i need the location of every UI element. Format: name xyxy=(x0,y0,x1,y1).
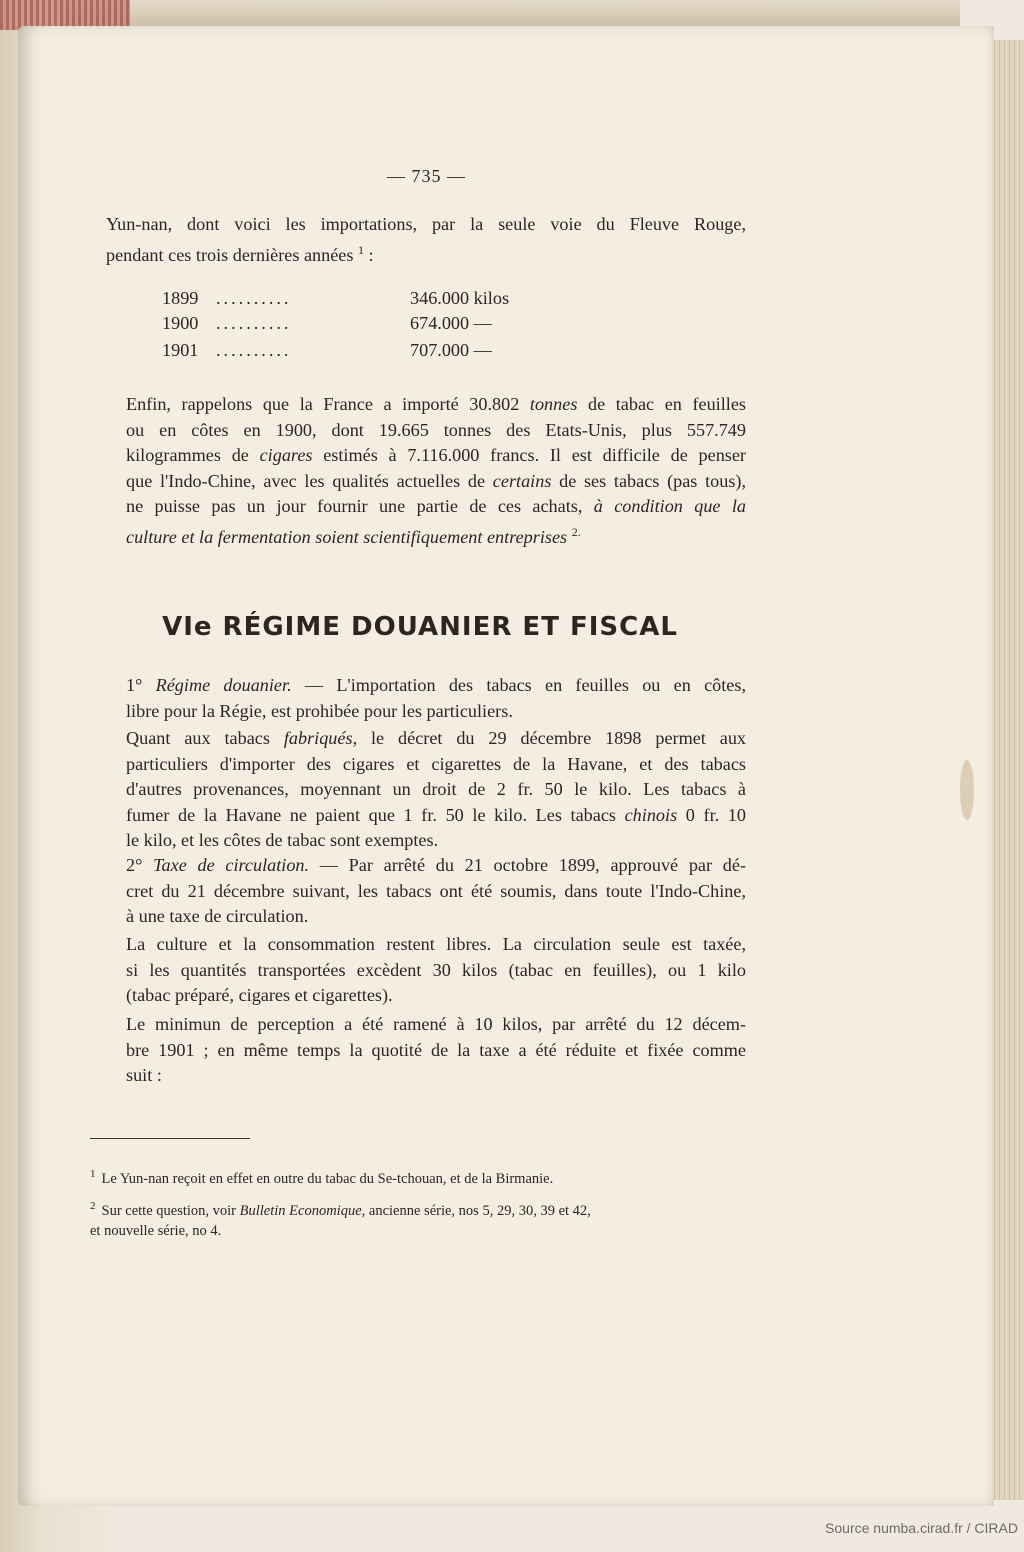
fabriques-line-5: le kilo, et les côtes de tabac sont exemptes. xyxy=(126,830,439,850)
minimum-line-2: bre 1901 ; en même temps la quotité de la taxe a été réduite et fixée comme xyxy=(126,1039,746,1060)
table-year: 1899 xyxy=(162,288,199,308)
intro-colon: : xyxy=(368,244,374,265)
footnote-2-line-1 xyxy=(90,1196,730,1221)
footnote-2-line-2: et nouvelle série, no 4. xyxy=(90,1222,222,1239)
culture-line-3: (tabac préparé, cigares et cigarettes). xyxy=(126,985,393,1005)
footnote-text: , ancienne série, nos 5, 29, 30, 39 et 42, xyxy=(361,1202,591,1219)
table-row xyxy=(162,313,562,337)
text-run: 2° xyxy=(126,855,154,875)
table-amount: 707.000 — xyxy=(410,340,492,360)
enfin-line-6 xyxy=(106,520,746,551)
footnote-ref-1: 1 xyxy=(358,242,364,257)
enfin-line-5 xyxy=(106,494,746,520)
text-run: que l'Indo-Chine, avec les qualités actuelles de xyxy=(126,470,493,491)
culture-paragraph xyxy=(106,932,746,1009)
footnote-mark: 1 xyxy=(90,1168,96,1180)
text-run: de tabac en feuilles xyxy=(577,394,746,414)
text-run: 0 fr. 10 xyxy=(677,804,746,825)
table-dots: .......... xyxy=(216,313,292,333)
taxe-line-2: cret du 21 décembre suivant, les tabacs ont été soumis, dans toute l'Indo-Chine, xyxy=(126,880,746,901)
minimum-line-1: Le minimun de perception a été ramené à 10 kilos, par arrêté du 12 décem- xyxy=(126,1014,746,1034)
text-run: Quant aux tabacs xyxy=(126,728,284,748)
italic-run: certains xyxy=(492,470,552,491)
text-run: — L'importation des tabacs en feuilles ou en côtes, xyxy=(291,675,746,695)
table-row xyxy=(162,340,562,364)
table-amount: 346.000 kilos xyxy=(410,288,510,308)
italic-run: culture et la fermentation soient scientifiquement entreprises xyxy=(126,526,568,547)
minimum-paragraph xyxy=(106,1012,746,1089)
taxe-circulation-paragraph xyxy=(106,853,746,930)
minimum-line-3: suit : xyxy=(126,1065,162,1085)
page-number: — 735 — xyxy=(387,166,466,186)
intro-paragraph xyxy=(106,212,746,268)
source-credit: Source numba.cirad.fr / CIRAD xyxy=(825,1520,1018,1536)
italic-run: cigares xyxy=(259,445,313,465)
regime-douanier-paragraph xyxy=(106,673,746,724)
intro-line-2-text: pendant ces trois dernières années xyxy=(106,244,354,265)
fabriques-line-2: particuliers d'importer des cigares et cigarettes de la Havane, et des tabacs xyxy=(126,753,746,774)
text-run: Enfin, rappelons que la France a importé 30.802 xyxy=(126,394,530,414)
text-run: estimés à 7.116.000 francs. Il est difficile de penser xyxy=(312,445,746,465)
footnote-text: Le Yun-nan reçoit en effet en outre du tabac du Se-tchouan, et de la Birmanie. xyxy=(101,1170,554,1187)
italic-run: Régime douanier. xyxy=(155,675,292,695)
italic-run: à condition que la xyxy=(593,496,746,516)
text-run: 1° xyxy=(126,675,156,695)
fabriques-line-3: d'autres provenances, moyennant un droit de 2 fr. 50 le kilo. Les tabacs à xyxy=(126,779,746,799)
text-run: fumer de la Havane ne paient que 1 fr. 50 le kilo. Les tabacs xyxy=(126,804,625,825)
intro-line-1: Yun-nan, dont voici les importations, par la seule voie du Fleuve Rouge, xyxy=(106,214,746,234)
text-run: ne puisse pas un jour fournir une partie de ces achats, xyxy=(126,496,594,516)
italic-run: Taxe de circulation. xyxy=(153,855,310,875)
footnote-1-line xyxy=(90,1164,730,1189)
paper-stain xyxy=(960,760,974,820)
text-run: de ses tabacs (pas tous), xyxy=(551,470,746,491)
table-row xyxy=(162,288,562,312)
taxe-line-3: à une taxe de circulation. xyxy=(126,906,309,926)
table-dots: .......... xyxy=(216,288,292,308)
taxe-line-1 xyxy=(106,853,746,879)
footnote-1 xyxy=(90,1164,730,1189)
regime-line-1 xyxy=(106,673,746,699)
text-run: — Par arrêté du 21 octobre 1899, approuvé par dé- xyxy=(309,855,747,875)
enfin-line-4 xyxy=(106,469,746,495)
table-dots: .......... xyxy=(216,340,292,360)
table-year: 1901 xyxy=(162,340,199,360)
fabriques-line-1 xyxy=(106,726,746,752)
italic-run: fabriqués xyxy=(283,728,353,748)
enfin-line-2: ou en côtes en 1900, dont 19.665 tonnes des Etats-Unis, plus 557.749 xyxy=(126,419,746,440)
culture-line-1: La culture et la consommation restent libres. La circulation seule est taxée, xyxy=(126,934,746,954)
table-year: 1900 xyxy=(162,313,199,333)
regime-line-2: libre pour la Régie, est prohibée pour les particuliers. xyxy=(126,700,513,721)
footnote-mark: 2 xyxy=(90,1200,96,1212)
text-run: kilogrammes de xyxy=(126,445,260,465)
text-run: , le décret du 29 décembre 1898 permet aux xyxy=(352,728,747,748)
intro-line-2 xyxy=(106,238,746,269)
footnote-2 xyxy=(90,1196,730,1241)
enfin-line-1 xyxy=(106,392,746,418)
enfin-paragraph xyxy=(106,392,746,550)
footnote-text: Sur cette question, voir xyxy=(101,1202,240,1219)
book-cover-edge xyxy=(60,0,960,29)
footnote-rule xyxy=(90,1138,250,1139)
table-amount: 674.000 — xyxy=(410,313,492,333)
footnote-italic: Bulletin Economique xyxy=(239,1202,362,1219)
section-heading: VIe RÉGIME DOUANIER ET FISCAL xyxy=(162,612,678,642)
page-stack-edge xyxy=(990,40,1024,1500)
italic-run: chinois xyxy=(624,804,678,825)
enfin-line-3 xyxy=(106,443,746,469)
fabriques-line-4 xyxy=(106,803,746,829)
culture-line-2: si les quantités transportées excèdent 30 kilos (tabac en feuilles), ou 1 kilo xyxy=(126,959,746,980)
italic-run: tonnes xyxy=(529,394,578,414)
footnote-ref-2: 2. xyxy=(571,524,581,539)
tabacs-fabriques-paragraph xyxy=(106,726,746,854)
